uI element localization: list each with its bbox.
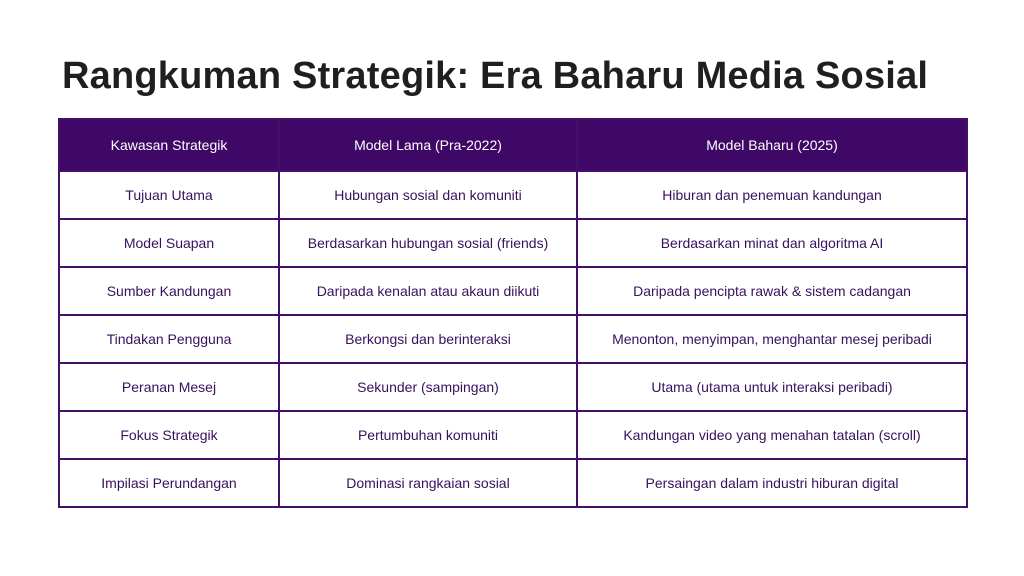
new-model-cell: Hiburan dan penemuan kandungan bbox=[577, 171, 967, 219]
old-model-cell: Berdasarkan hubungan sosial (friends) bbox=[279, 219, 577, 267]
table-row bbox=[59, 459, 967, 507]
area-cell: Peranan Mesej bbox=[59, 363, 279, 411]
column-header-area: Kawasan Strategik bbox=[59, 119, 279, 171]
area-cell: Fokus Strategik bbox=[59, 411, 279, 459]
new-model-cell: Berdasarkan minat dan algoritma AI bbox=[577, 219, 967, 267]
table-row bbox=[59, 315, 967, 363]
table-row bbox=[59, 411, 967, 459]
column-header-old-model: Model Lama (Pra-2022) bbox=[279, 119, 577, 171]
table-row bbox=[59, 171, 967, 219]
area-cell: Sumber Kandungan bbox=[59, 267, 279, 315]
old-model-cell: Daripada kenalan atau akaun diikuti bbox=[279, 267, 577, 315]
area-cell: Model Suapan bbox=[59, 219, 279, 267]
area-cell: Tujuan Utama bbox=[59, 171, 279, 219]
old-model-cell: Pertumbuhan komuniti bbox=[279, 411, 577, 459]
new-model-cell: Persaingan dalam industri hiburan digital bbox=[577, 459, 967, 507]
strategy-summary-table bbox=[58, 118, 968, 508]
table-row bbox=[59, 267, 967, 315]
old-model-cell: Hubungan sosial dan komuniti bbox=[279, 171, 577, 219]
area-cell: Impilasi Perundangan bbox=[59, 459, 279, 507]
new-model-cell: Daripada pencipta rawak & sistem cadangan bbox=[577, 267, 967, 315]
table-row bbox=[59, 363, 967, 411]
new-model-cell: Utama (utama untuk interaksi peribadi) bbox=[577, 363, 967, 411]
column-header-new-model: Model Baharu (2025) bbox=[577, 119, 967, 171]
page-title: Rangkuman Strategik: Era Baharu Media Sosial bbox=[62, 55, 929, 97]
table-header-row bbox=[59, 119, 967, 171]
new-model-cell: Kandungan video yang menahan tatalan (scroll) bbox=[577, 411, 967, 459]
table-row bbox=[59, 219, 967, 267]
old-model-cell: Berkongsi dan berinteraksi bbox=[279, 315, 577, 363]
old-model-cell: Dominasi rangkaian sosial bbox=[279, 459, 577, 507]
area-cell: Tindakan Pengguna bbox=[59, 315, 279, 363]
old-model-cell: Sekunder (sampingan) bbox=[279, 363, 577, 411]
new-model-cell: Menonton, menyimpan, menghantar mesej peribadi bbox=[577, 315, 967, 363]
